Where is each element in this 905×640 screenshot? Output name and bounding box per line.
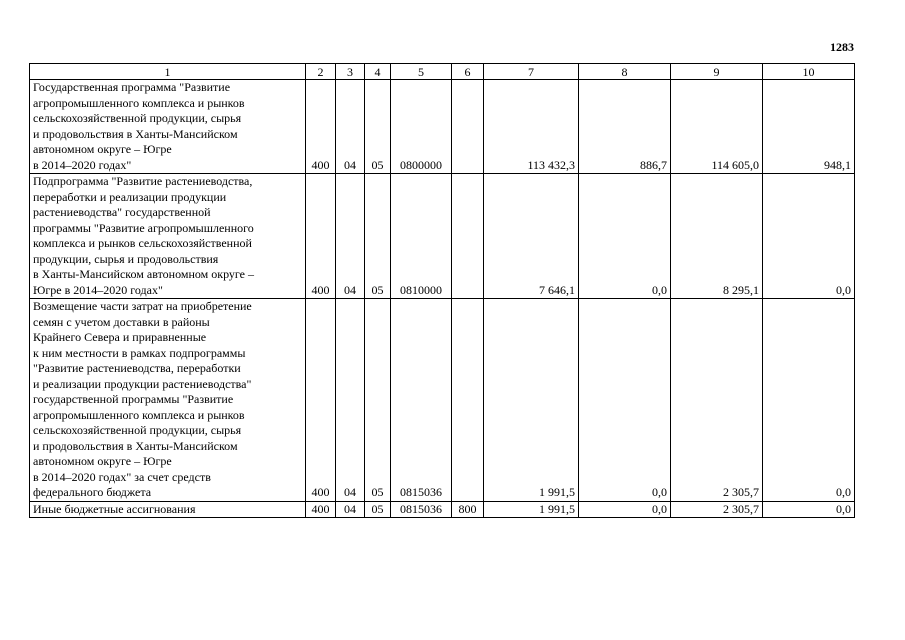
cell-amount-7: 7 646,1	[484, 174, 579, 299]
cell-target-code: 0810000	[391, 174, 452, 299]
cell-amount-10: 0,0	[763, 174, 855, 299]
column-header: 6	[452, 64, 484, 80]
column-header: 4	[365, 64, 391, 80]
cell-subsection: 05	[365, 299, 391, 502]
row-description: Возмещение части затрат на приобретение семян с учетом доставки в районы Крайнего Севера и приравненные к ним местности в рамках подпрограммы "Развитие растениеводства, переработки и реализации продукции растениеводства" государственной программы "Развитие агропромышленного комплекса и рынков сельскохозяйственной продукции, сырья и продовольствия в Ханты-Мансийском автономном округе – Югре в 2014–2020 годах" за счет средств федерального бюджета	[30, 299, 306, 502]
column-header: 8	[579, 64, 671, 80]
cell-ministry: 400	[306, 299, 336, 502]
header-row	[30, 64, 855, 80]
cell-target-code: 0815036	[391, 501, 452, 518]
cell-amount-9: 114 605,0	[671, 80, 763, 174]
row-description: Государственная программа "Развитие агропромышленного комплекса и рынков сельскохозяйственной продукции, сырья и продовольствия в Ханты-Мансийском автономном округе – Югре в 2014–2020 годах"	[30, 80, 306, 174]
cell-amount-9: 2 305,7	[671, 299, 763, 502]
cell-amount-7: 113 432,3	[484, 80, 579, 174]
table-row	[30, 80, 855, 174]
cell-amount-10: 948,1	[763, 80, 855, 174]
cell-subsection: 05	[365, 174, 391, 299]
column-header: 10	[763, 64, 855, 80]
column-header: 2	[306, 64, 336, 80]
cell-target-code: 0815036	[391, 299, 452, 502]
cell-amount-8: 0,0	[579, 501, 671, 518]
cell-amount-9: 2 305,7	[671, 501, 763, 518]
column-header: 3	[336, 64, 365, 80]
cell-target-code: 0800000	[391, 80, 452, 174]
cell-ministry: 400	[306, 80, 336, 174]
budget-table	[29, 63, 855, 518]
cell-amount-10: 0,0	[763, 299, 855, 502]
table-row	[30, 299, 855, 502]
cell-ministry: 400	[306, 501, 336, 518]
cell-expense-type	[452, 299, 484, 502]
row-description: Иные бюджетные ассигнования	[30, 501, 306, 518]
page-number: 1283	[830, 40, 854, 54]
cell-section: 04	[336, 80, 365, 174]
cell-amount-8: 886,7	[579, 80, 671, 174]
column-header: 1	[30, 64, 306, 80]
column-header: 9	[671, 64, 763, 80]
column-header: 7	[484, 64, 579, 80]
cell-section: 04	[336, 299, 365, 502]
cell-expense-type	[452, 80, 484, 174]
cell-expense-type	[452, 174, 484, 299]
cell-amount-8: 0,0	[579, 174, 671, 299]
cell-amount-7: 1 991,5	[484, 501, 579, 518]
cell-section: 04	[336, 501, 365, 518]
column-header: 5	[391, 64, 452, 80]
cell-amount-8: 0,0	[579, 299, 671, 502]
row-description: Подпрограмма "Развитие растениеводства, переработки и реализации продукции растениеводства" государственной программы "Развитие агропромышленного комплекса и рынков сельскохозяйственной продукции, сырья и продовольствия в Ханты-Мансийском автономном округе – Югре в 2014–2020 годах"	[30, 174, 306, 299]
table-row	[30, 501, 855, 518]
cell-section: 04	[336, 174, 365, 299]
cell-expense-type: 800	[452, 501, 484, 518]
cell-amount-9: 8 295,1	[671, 174, 763, 299]
cell-subsection: 05	[365, 501, 391, 518]
cell-ministry: 400	[306, 174, 336, 299]
cell-amount-10: 0,0	[763, 501, 855, 518]
table-row	[30, 174, 855, 299]
cell-subsection: 05	[365, 80, 391, 174]
cell-amount-7: 1 991,5	[484, 299, 579, 502]
